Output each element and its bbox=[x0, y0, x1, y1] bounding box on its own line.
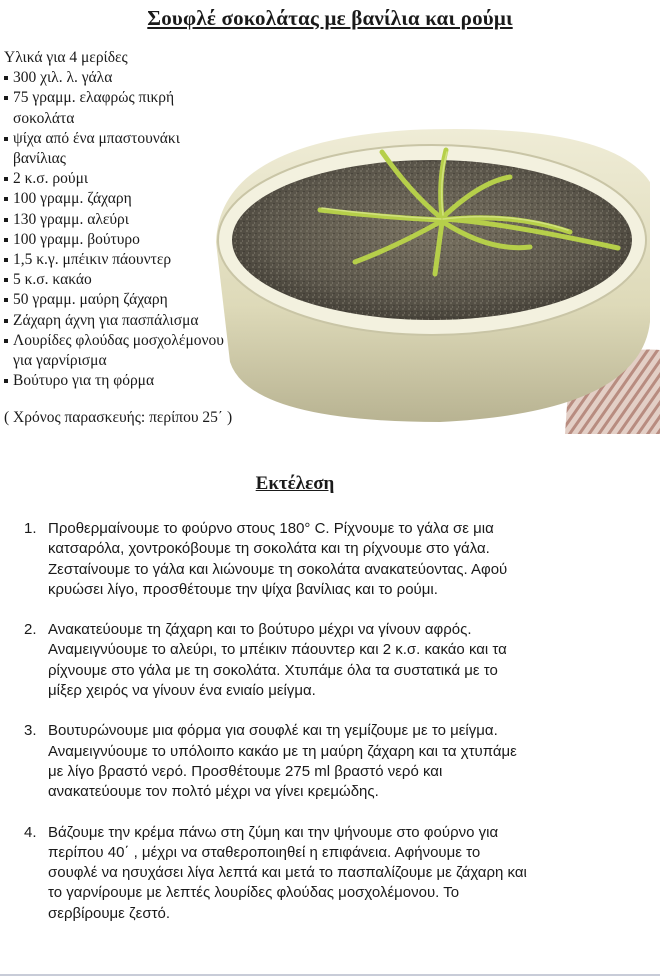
ingredient-item bbox=[4, 189, 234, 209]
ingredients-items bbox=[4, 68, 234, 391]
ingredient-line: 1,5 κ.γ. μπέικιν πάουντερ bbox=[13, 251, 172, 269]
ingredient-line: 300 χιλ. λ. γάλα bbox=[13, 69, 113, 87]
ingredient-item bbox=[4, 290, 234, 310]
ingredient-item bbox=[4, 169, 234, 189]
step-line: Προθερμαίνουμε το φούρνο στους 180° C. Ρίχνουμε το γάλα σε μια bbox=[48, 520, 494, 537]
ingredient-item bbox=[4, 88, 234, 128]
ingredient-line: 130 γραμμ. αλεύρι bbox=[13, 210, 129, 228]
step-line: κρυώσει λίγο, προσθέτουμε την ψίχα βανίλιας και το ρούμι. bbox=[48, 580, 438, 598]
ingredient-item bbox=[4, 250, 234, 270]
method-step bbox=[24, 519, 644, 600]
ingredient-line: 75 γραμμ. ελαφρώς πικρή bbox=[13, 89, 175, 107]
ingredients-heading: Υλικά για 4 μερίδες bbox=[4, 49, 128, 66]
ingredient-line: Λουρίδες φλούδας μοσχολέμονου bbox=[13, 331, 224, 349]
ingredient-line: 2 κ.σ. ρούμι bbox=[13, 170, 89, 188]
step-line: Ανακατεύουμε τη ζάχαρη και το βούτυρο μέχρι να γίνουν αφρός. bbox=[48, 621, 472, 639]
ingredient-item bbox=[4, 311, 234, 331]
ingredient-line: Βούτυρο για τη φόρμα bbox=[13, 372, 155, 390]
ingredients-list bbox=[4, 48, 234, 391]
ingredient-line: για γαρνίρισμα bbox=[13, 352, 107, 370]
ingredient-line: 5 κ.σ. κακάο bbox=[13, 271, 92, 289]
step-line: Αναμειγνύουμε το αλεύρι, το μπέικιν πάουντερ και 2 κ.σ. κακάο και τα bbox=[48, 641, 507, 659]
method-step bbox=[24, 721, 644, 802]
step-line: το γαρνίρουμε με λεπτές λουρίδες φλούδας μοσχολέμονου. Το bbox=[48, 884, 460, 902]
ingredient-line: ψίχα από ένα μπαστουνάκι bbox=[13, 129, 180, 147]
section-title: Εκτέλεση bbox=[255, 473, 335, 494]
step-number: 1. bbox=[24, 520, 37, 537]
ingredient-item bbox=[4, 230, 234, 250]
ingredient-line: σοκολάτα bbox=[13, 109, 75, 127]
method-steps bbox=[24, 519, 644, 944]
ingredient-item bbox=[4, 371, 234, 391]
step-line: περίπου 40΄ , μέχρι να σταθεροποιηθεί η επιφάνεια. Αφήνουμε το bbox=[48, 843, 481, 861]
ingredient-item bbox=[4, 210, 234, 230]
step-line: Βουτυρώνουμε μια φόρμα για σουφλέ και τη γεμίζουμε με το μείγμα. bbox=[48, 722, 498, 740]
step-line: Αναμειγνύουμε το υπόλοιπο κακάο με τη μαύρη ζάχαρη και τα χτυπάμε bbox=[48, 742, 517, 760]
method-step bbox=[24, 823, 644, 924]
step-line: σουφλέ να ησυχάσει λίγα λεπτά και μετά το πασπαλίζουμε με ζάχαρη και bbox=[48, 864, 527, 882]
step-number: 2. bbox=[24, 621, 37, 639]
ingredient-item bbox=[4, 331, 234, 371]
step-line: σερβίρουμε ζεστό. bbox=[48, 904, 171, 922]
step-line: Βάζουμε την κρέμα πάνω στη ζύμη και την ψήνουμε στο φούρνο για bbox=[48, 823, 499, 841]
recipe-title: Σουφλέ σοκολάτας με βανίλια και ρούμι bbox=[147, 6, 513, 30]
step-line: μίξερ χειρός να γίνουν ένα ενιαίο μείγμα. bbox=[48, 682, 316, 700]
ingredient-item bbox=[4, 129, 234, 169]
prep-time: ( Χρόνος παρασκευής: περίπου 25΄ ) bbox=[4, 409, 233, 426]
step-number: 4. bbox=[24, 823, 37, 841]
step-line: κατσαρόλα, χοντροκόβουμε τη σοκολάτα και τη ρίχνουμε στο γάλα. bbox=[48, 540, 490, 558]
step-line: ανακατεύουμε τον πολτό μέχρι να γίνει κρεμώδης. bbox=[48, 783, 379, 801]
step-line: Ζεσταίνουμε το γάλα και λιώνουμε τη σοκολάτα ανακατεύοντας. Αφού bbox=[48, 560, 508, 578]
ingredient-line: 100 γραμμ. ζάχαρη bbox=[13, 190, 132, 208]
ingredient-line: 100 γραμμ. βούτυρο bbox=[13, 230, 140, 248]
step-line: ρίχνουμε στο γάλα με τη σοκολάτα. Χτυπάμε όλα τα συστατικά με το bbox=[48, 661, 498, 679]
bottom-divider bbox=[0, 974, 660, 976]
ingredient-item bbox=[4, 270, 234, 290]
souffle-dish-image bbox=[210, 122, 660, 434]
step-number: 3. bbox=[24, 722, 37, 740]
ingredient-line: Ζάχαρη άχνη για πασπάλισμα bbox=[13, 311, 199, 329]
ingredient-item bbox=[4, 68, 234, 88]
ingredient-line: 50 γραμμ. μαύρη ζάχαρη bbox=[13, 291, 168, 309]
step-line: με λίγο βραστό νερό. Προσθέτουμε 275 ml βραστό νερό και bbox=[48, 762, 443, 780]
ingredient-line: βανίλιας bbox=[13, 150, 66, 168]
souffle-photo bbox=[210, 122, 660, 434]
method-step bbox=[24, 620, 644, 701]
